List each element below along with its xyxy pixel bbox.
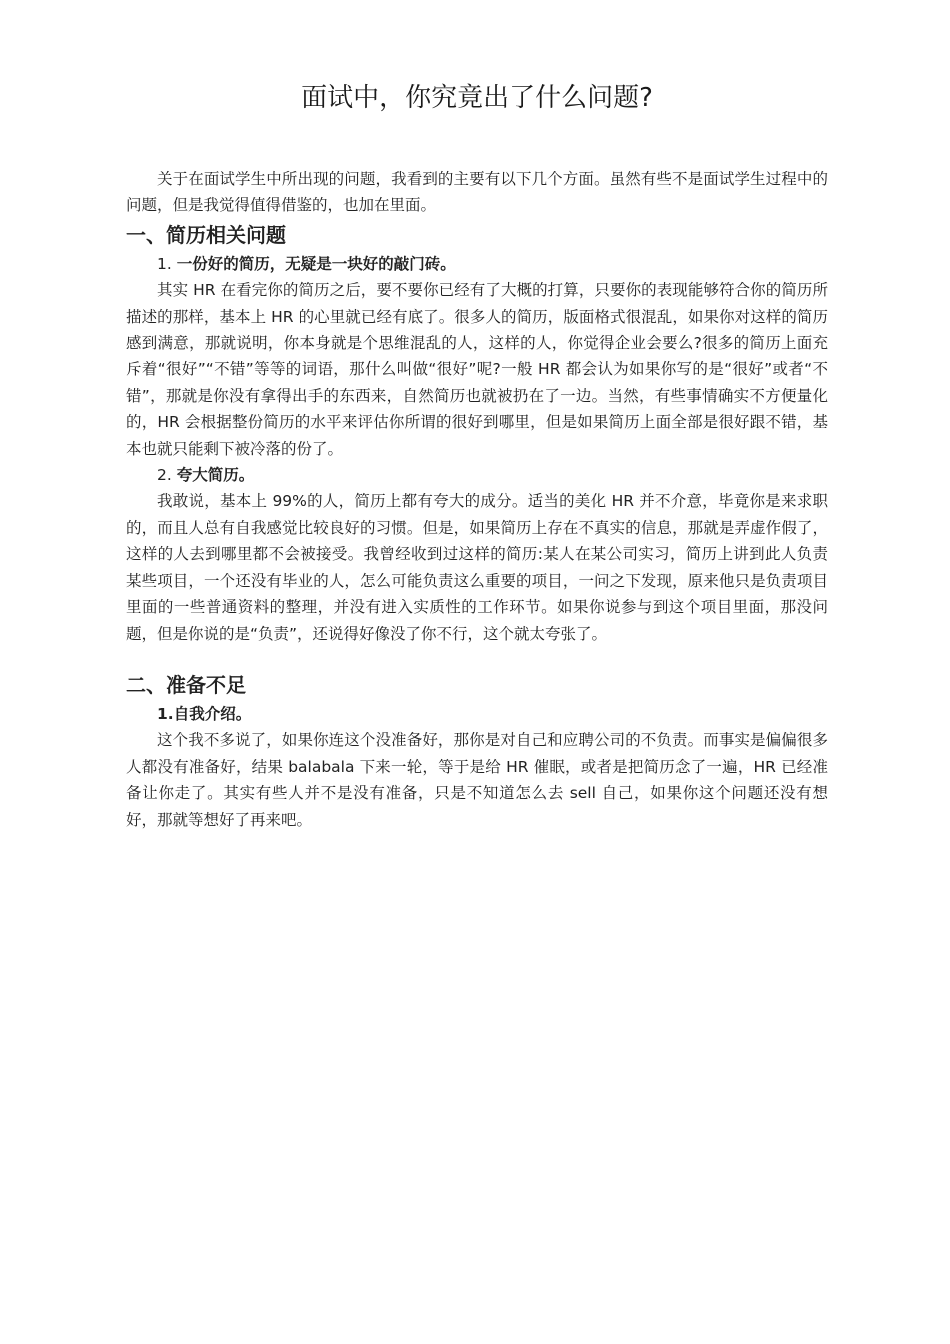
subsection-heading-good-resume [126,251,828,277]
subsection-number: 2. [157,466,177,485]
document-body [126,166,828,833]
paragraph-self-intro: 这个我不多说了，如果你连这个没准备好，那你是对自己和应聘公司的不负责。而事实是偏偏很多人都没有准备好，结果 balabala 下来一轮，等于是给 HR 催眠，或者是把简历念了一遍，HR 已经准备让你走了。其实有些人并不是没有准备，只是不知道怎么去 sell 自己，如果你这个问题还没有想好，那就等想好了再来吧。 [126,731,828,829]
subsection-title: 一份好的简历，无疑是一块好的敲门砖。 [176,254,456,273]
subsection-heading-self-intro [126,701,828,727]
subsection-title: 夸大简历。 [176,466,255,485]
paragraph-exaggerated-resume: 我敢说，基本上 99%的人，简历上都有夸大的成分。适当的美化 HR 并不介意，毕竟你是来求职的，而且人总有自我感觉比较良好的习惯。但是，如果简历上存在不真实的信息，那就是弄虚作假了，这样的人去到哪里都不会被接受。我曾经收到过这样的简历:某人在某公司实习，简历上讲到此人负责某些项目，一个还没有毕业的人，怎么可能负责这么重要的项目，一问之下发现，原来他只是负责项目里面的一些普通资料的整理，并没有进入实质性的工作环节。如果你说参与到这个项目里面，那没问题，但是你说的是“负责”，还说得好像没了你不行，这个就太夸张了。 [126,492,828,643]
subsection-number: 1. [157,704,174,723]
document-title: 面试中，你究竟出了什么问题? [301,83,653,113]
subsection-number: 1. [157,254,177,273]
intro-paragraph: 关于在面试学生中所出现的问题，我看到的主要有以下几个方面。虽然有些不是面试学生过程中的问题，但是我觉得值得借鉴的，也加在里面。 [126,170,828,215]
subsection-heading-exaggerated-resume [126,462,828,488]
section-heading-preparation: 二、准备不足 [126,672,246,697]
section-heading-resume: 一、简历相关问题 [126,222,286,247]
paragraph-good-resume: 其实 HR 在看完你的简历之后，要不要你已经有了大概的打算，只要你的表现能够符合你的简历所描述的那样，基本上 HR 的心里就已经有底了。很多人的简历，版面格式很混乱，如果你对这样的简历感到满意，那就说明，你本身就是个思维混乱的人，这样的人，你觉得企业会要么?很多的简历上面充斥着“很好”“不错”等等的词语，那什么叫做“很好”呢?一般 HR 都会认为如果你写的是“很好”或者“不错”，那就是你没有拿得出手的东西来，自然简历也就被扔在了一边。当然，有些事情确实不方便量化的，HR 会根据整份简历的水平来评估你所谓的很好到哪里，但是如果简历上面全部是很好跟不错，基本也就只能剩下被冷落的份了。 [126,281,828,458]
section-spacer [126,647,828,669]
subsection-title: 自我介绍。 [173,704,252,723]
